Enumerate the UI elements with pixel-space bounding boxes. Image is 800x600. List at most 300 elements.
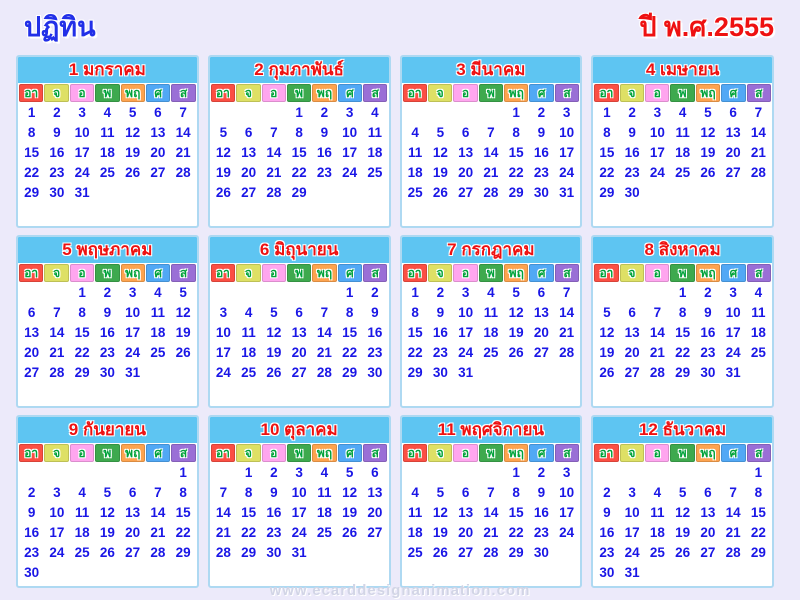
date-cell[interactable]: 24 (74, 165, 90, 180)
date-cell[interactable]: 8 (27, 125, 36, 140)
date-cell[interactable]: 5 (219, 125, 228, 140)
date-cell[interactable]: 12 (215, 145, 231, 160)
date-cell[interactable]: 4 (320, 465, 329, 480)
date-cell[interactable]: 12 (700, 125, 716, 140)
date-cell[interactable]: 2 (270, 465, 278, 480)
date-cell[interactable]: 19 (342, 505, 358, 520)
date-cell[interactable]: 14 (559, 305, 575, 320)
date-cell[interactable]: 26 (266, 365, 282, 380)
date-cell[interactable]: 16 (533, 145, 549, 160)
date-cell[interactable]: 9 (537, 485, 546, 500)
date-cell[interactable]: 14 (750, 125, 766, 140)
date-cell[interactable]: 6 (27, 305, 36, 320)
date-cell[interactable]: 6 (628, 305, 636, 320)
date-cell[interactable]: 4 (154, 285, 162, 300)
date-cell[interactable]: 3 (78, 105, 86, 120)
date-cell[interactable]: 8 (512, 125, 520, 140)
date-cell[interactable]: 9 (436, 305, 445, 320)
date-cell[interactable]: 8 (244, 485, 253, 500)
date-cell[interactable]: 6 (154, 105, 162, 120)
date-cell[interactable]: 5 (603, 305, 611, 320)
date-cell[interactable]: 3 (729, 285, 737, 300)
date-cell[interactable]: 17 (215, 345, 231, 360)
date-cell[interactable]: 3 (345, 105, 354, 120)
date-cell[interactable]: 20 (624, 345, 640, 360)
date-cell[interactable]: 1 (754, 465, 763, 480)
date-cell[interactable]: 19 (175, 325, 191, 340)
date-cell[interactable]: 8 (295, 125, 303, 140)
date-cell[interactable]: 6 (371, 465, 379, 480)
date-cell[interactable]: 17 (74, 145, 90, 160)
date-cell[interactable]: 15 (508, 505, 524, 520)
date-cell[interactable]: 5 (436, 485, 445, 500)
date-cell[interactable]: 11 (317, 485, 332, 500)
date-cell[interactable]: 17 (624, 525, 640, 540)
date-cell[interactable]: 10 (559, 485, 575, 500)
date-cell[interactable]: 21 (559, 325, 575, 340)
date-cell[interactable]: 14 (483, 145, 499, 160)
date-cell[interactable]: 30 (432, 365, 448, 380)
date-cell[interactable]: 28 (649, 365, 665, 380)
date-cell[interactable]: 28 (750, 165, 766, 180)
date-cell[interactable]: 21 (483, 525, 499, 540)
date-cell[interactable]: 16 (432, 325, 448, 340)
date-cell[interactable]: 4 (678, 105, 687, 120)
date-cell[interactable]: 19 (215, 165, 231, 180)
date-cell[interactable]: 18 (407, 525, 423, 540)
date-cell[interactable]: 21 (750, 145, 766, 160)
date-cell[interactable]: 26 (215, 185, 231, 200)
date-cell[interactable]: 6 (461, 485, 470, 500)
date-cell[interactable]: 12 (508, 305, 524, 320)
date-cell[interactable]: 10 (125, 305, 141, 320)
date-cell[interactable]: 6 (128, 485, 137, 500)
date-cell[interactable]: 23 (24, 545, 40, 560)
date-cell[interactable]: 3 (295, 465, 303, 480)
date-cell[interactable]: 30 (367, 365, 383, 380)
date-cell[interactable]: 25 (150, 345, 166, 360)
date-cell[interactable]: 4 (653, 485, 662, 500)
date-cell[interactable]: 20 (725, 145, 741, 160)
date-cell[interactable]: 24 (49, 545, 65, 560)
date-cell[interactable]: 26 (432, 185, 448, 200)
date-cell[interactable]: 24 (342, 165, 358, 180)
date-cell[interactable]: 14 (483, 505, 499, 520)
date-cell[interactable]: 11 (650, 505, 665, 520)
date-cell[interactable]: 18 (316, 505, 332, 520)
date-cell[interactable]: 22 (508, 165, 524, 180)
date-cell[interactable]: 30 (266, 545, 282, 560)
date-cell[interactable]: 22 (175, 525, 191, 540)
date-cell[interactable]: 9 (628, 125, 636, 140)
date-cell[interactable]: 3 (628, 485, 636, 500)
date-cell[interactable]: 2 (704, 285, 712, 300)
date-cell[interactable]: 8 (678, 305, 687, 320)
date-cell[interactable]: 25 (241, 365, 257, 380)
date-cell[interactable]: 25 (675, 165, 691, 180)
date-cell[interactable]: 2 (436, 285, 445, 300)
date-cell[interactable]: 4 (78, 485, 86, 500)
date-cell[interactable]: 10 (342, 125, 358, 140)
date-cell[interactable]: 14 (215, 505, 231, 520)
date-cell[interactable]: 15 (24, 145, 40, 160)
date-cell[interactable]: 30 (533, 185, 549, 200)
date-cell[interactable]: 29 (291, 185, 307, 200)
date-cell[interactable]: 6 (295, 305, 303, 320)
date-cell[interactable]: 7 (729, 485, 737, 500)
date-cell[interactable]: 4 (371, 105, 379, 120)
date-cell[interactable]: 22 (407, 345, 423, 360)
date-cell[interactable]: 16 (316, 145, 332, 160)
date-cell[interactable]: 3 (562, 465, 571, 480)
date-cell[interactable]: 6 (461, 125, 470, 140)
date-cell[interactable]: 23 (316, 165, 332, 180)
date-cell[interactable]: 30 (99, 365, 115, 380)
date-cell[interactable]: 18 (99, 145, 115, 160)
date-cell[interactable]: 25 (316, 525, 332, 540)
date-cell[interactable]: 13 (241, 145, 257, 160)
date-cell[interactable]: 3 (53, 485, 61, 500)
date-cell[interactable]: 2 (537, 465, 546, 480)
date-cell[interactable]: 16 (99, 325, 115, 340)
date-cell[interactable]: 15 (508, 145, 524, 160)
date-cell[interactable]: 11 (241, 325, 256, 340)
date-cell[interactable]: 27 (624, 365, 640, 380)
date-cell[interactable]: 7 (270, 125, 278, 140)
date-cell[interactable]: 18 (750, 325, 766, 340)
date-cell[interactable]: 11 (150, 305, 166, 320)
date-cell[interactable]: 15 (750, 505, 766, 520)
date-cell[interactable]: 27 (241, 185, 257, 200)
date-cell[interactable]: 24 (649, 165, 665, 180)
date-cell[interactable]: 13 (125, 505, 141, 520)
date-cell[interactable]: 28 (49, 365, 65, 380)
date-cell[interactable]: 26 (700, 165, 716, 180)
date-cell[interactable]: 23 (367, 345, 383, 360)
date-cell[interactable]: 7 (562, 285, 571, 300)
date-cell[interactable]: 23 (49, 165, 65, 180)
date-cell[interactable]: 25 (99, 165, 115, 180)
date-cell[interactable]: 29 (241, 545, 257, 560)
date-cell[interactable]: 17 (125, 325, 141, 340)
date-cell[interactable]: 11 (483, 305, 499, 320)
date-cell[interactable]: 3 (461, 285, 470, 300)
date-cell[interactable]: 29 (407, 365, 423, 380)
date-cell[interactable]: 12 (175, 305, 191, 320)
date-cell[interactable]: 20 (125, 525, 141, 540)
date-cell[interactable]: 3 (128, 285, 137, 300)
date-cell[interactable]: 5 (103, 485, 112, 500)
date-cell[interactable]: 2 (27, 485, 36, 500)
date-cell[interactable]: 23 (266, 525, 282, 540)
date-cell[interactable]: 17 (649, 145, 665, 160)
date-cell[interactable]: 7 (487, 125, 495, 140)
date-cell[interactable]: 22 (750, 525, 766, 540)
date-cell[interactable]: 7 (154, 485, 162, 500)
date-cell[interactable]: 27 (150, 165, 166, 180)
date-cell[interactable]: 7 (179, 105, 187, 120)
date-cell[interactable]: 26 (99, 545, 115, 560)
date-cell[interactable]: 28 (175, 165, 191, 180)
date-cell[interactable]: 20 (458, 165, 474, 180)
date-cell[interactable]: 1 (512, 105, 520, 120)
date-cell[interactable]: 1 (345, 285, 354, 300)
date-cell[interactable]: 7 (320, 305, 329, 320)
date-cell[interactable]: 10 (458, 305, 474, 320)
date-cell[interactable]: 4 (411, 485, 419, 500)
date-cell[interactable]: 17 (291, 505, 307, 520)
date-cell[interactable]: 25 (74, 545, 90, 560)
date-cell[interactable]: 21 (649, 345, 665, 360)
date-cell[interactable]: 9 (270, 485, 278, 500)
date-cell[interactable]: 11 (675, 125, 690, 140)
date-cell[interactable]: 12 (266, 325, 282, 340)
date-cell[interactable]: 15 (74, 325, 90, 340)
date-cell[interactable]: 4 (411, 125, 419, 140)
date-cell[interactable]: 23 (432, 345, 448, 360)
date-cell[interactable]: 29 (599, 185, 615, 200)
date-cell[interactable]: 17 (559, 505, 575, 520)
date-cell[interactable]: 27 (367, 525, 383, 540)
date-cell[interactable]: 18 (367, 145, 383, 160)
date-cell[interactable]: 11 (367, 125, 383, 140)
date-cell[interactable]: 23 (533, 525, 549, 540)
date-cell[interactable]: 26 (508, 345, 524, 360)
date-cell[interactable]: 22 (241, 525, 257, 540)
date-cell[interactable]: 23 (599, 545, 615, 560)
date-cell[interactable]: 16 (266, 505, 282, 520)
date-cell[interactable]: 2 (53, 105, 61, 120)
date-cell[interactable]: 26 (342, 525, 358, 540)
date-cell[interactable]: 16 (700, 325, 716, 340)
date-cell[interactable]: 30 (599, 565, 615, 580)
date-cell[interactable]: 14 (649, 325, 665, 340)
date-cell[interactable]: 25 (407, 185, 423, 200)
date-cell[interactable]: 31 (725, 365, 741, 380)
date-cell[interactable]: 17 (725, 325, 741, 340)
date-cell[interactable]: 6 (537, 285, 546, 300)
date-cell[interactable]: 14 (266, 145, 282, 160)
date-cell[interactable]: 29 (175, 545, 191, 560)
date-cell[interactable]: 27 (291, 365, 307, 380)
date-cell[interactable]: 14 (725, 505, 741, 520)
date-cell[interactable]: 27 (458, 545, 474, 560)
date-cell[interactable]: 10 (291, 485, 307, 500)
date-cell[interactable]: 8 (345, 305, 354, 320)
date-cell[interactable]: 7 (653, 305, 662, 320)
date-cell[interactable]: 3 (653, 105, 662, 120)
date-cell[interactable]: 13 (291, 325, 307, 340)
date-cell[interactable]: 13 (533, 305, 549, 320)
date-cell[interactable]: 30 (49, 185, 65, 200)
date-cell[interactable]: 24 (125, 345, 141, 360)
date-cell[interactable]: 28 (559, 345, 575, 360)
date-cell[interactable]: 28 (150, 545, 166, 560)
date-cell[interactable]: 1 (603, 105, 611, 120)
date-cell[interactable]: 20 (458, 525, 474, 540)
date-cell[interactable]: 11 (751, 305, 766, 320)
date-cell[interactable]: 27 (533, 345, 549, 360)
date-cell[interactable]: 18 (74, 525, 90, 540)
date-cell[interactable]: 24 (291, 525, 307, 540)
date-cell[interactable]: 24 (624, 545, 640, 560)
date-cell[interactable]: 18 (407, 165, 423, 180)
date-cell[interactable]: 2 (603, 485, 611, 500)
date-cell[interactable]: 9 (704, 305, 712, 320)
date-cell[interactable]: 17 (342, 145, 358, 160)
date-cell[interactable]: 19 (125, 145, 141, 160)
date-cell[interactable]: 14 (316, 325, 332, 340)
date-cell[interactable]: 5 (436, 125, 445, 140)
date-cell[interactable]: 5 (704, 105, 712, 120)
date-cell[interactable]: 28 (266, 185, 282, 200)
date-cell[interactable]: 18 (150, 325, 166, 340)
date-cell[interactable]: 5 (128, 105, 137, 120)
date-cell[interactable]: 31 (624, 565, 640, 580)
date-cell[interactable]: 4 (754, 285, 763, 300)
date-cell[interactable]: 8 (603, 125, 611, 140)
date-cell[interactable]: 8 (512, 485, 520, 500)
date-cell[interactable]: 16 (49, 145, 65, 160)
date-cell[interactable]: 31 (559, 185, 575, 200)
date-cell[interactable]: 28 (316, 365, 332, 380)
date-cell[interactable]: 18 (649, 525, 665, 540)
date-cell[interactable]: 22 (508, 525, 524, 540)
date-cell[interactable]: 22 (291, 165, 307, 180)
date-cell[interactable]: 31 (125, 365, 141, 380)
date-cell[interactable]: 1 (295, 105, 303, 120)
date-cell[interactable]: 22 (24, 165, 40, 180)
date-cell[interactable]: 7 (219, 485, 228, 500)
date-cell[interactable]: 29 (74, 365, 90, 380)
date-cell[interactable]: 3 (219, 305, 228, 320)
date-cell[interactable]: 5 (678, 485, 687, 500)
date-cell[interactable]: 15 (241, 505, 257, 520)
date-cell[interactable]: 14 (150, 505, 166, 520)
date-cell[interactable]: 15 (342, 325, 358, 340)
date-cell[interactable]: 25 (367, 165, 383, 180)
date-cell[interactable]: 29 (508, 185, 524, 200)
date-cell[interactable]: 25 (483, 345, 499, 360)
date-cell[interactable]: 19 (432, 525, 448, 540)
date-cell[interactable]: 22 (342, 345, 358, 360)
date-cell[interactable]: 10 (74, 125, 90, 140)
date-cell[interactable]: 4 (487, 285, 495, 300)
date-cell[interactable]: 9 (27, 505, 36, 520)
date-cell[interactable]: 12 (432, 505, 448, 520)
date-cell[interactable]: 6 (244, 125, 253, 140)
date-cell[interactable]: 21 (725, 525, 741, 540)
date-cell[interactable]: 3 (562, 105, 571, 120)
date-cell[interactable]: 1 (78, 285, 86, 300)
date-cell[interactable]: 29 (508, 545, 524, 560)
date-cell[interactable]: 6 (704, 485, 712, 500)
date-cell[interactable]: 16 (367, 325, 383, 340)
date-cell[interactable]: 7 (53, 305, 61, 320)
date-cell[interactable]: 13 (725, 125, 741, 140)
date-cell[interactable]: 30 (24, 565, 40, 580)
date-cell[interactable]: 13 (24, 325, 40, 340)
date-cell[interactable]: 5 (345, 465, 354, 480)
date-cell[interactable]: 11 (407, 505, 423, 520)
date-cell[interactable]: 24 (559, 165, 575, 180)
date-cell[interactable]: 7 (487, 485, 495, 500)
date-cell[interactable]: 23 (624, 165, 640, 180)
date-cell[interactable]: 19 (700, 145, 716, 160)
date-cell[interactable]: 19 (99, 525, 115, 540)
date-cell[interactable]: 21 (150, 525, 166, 540)
date-cell[interactable]: 22 (74, 345, 90, 360)
date-cell[interactable]: 19 (508, 325, 524, 340)
date-cell[interactable]: 10 (624, 505, 640, 520)
date-cell[interactable]: 25 (649, 545, 665, 560)
date-cell[interactable]: 15 (175, 505, 191, 520)
date-cell[interactable]: 19 (432, 165, 448, 180)
date-cell[interactable]: 19 (675, 525, 691, 540)
date-cell[interactable]: 28 (483, 185, 499, 200)
date-cell[interactable]: 9 (537, 125, 546, 140)
date-cell[interactable]: 16 (624, 145, 640, 160)
date-cell[interactable]: 16 (24, 525, 40, 540)
date-cell[interactable]: 17 (559, 145, 575, 160)
date-cell[interactable]: 5 (270, 305, 278, 320)
date-cell[interactable]: 18 (483, 325, 499, 340)
date-cell[interactable]: 20 (241, 165, 257, 180)
date-cell[interactable]: 2 (103, 285, 112, 300)
date-cell[interactable]: 9 (320, 125, 329, 140)
date-cell[interactable]: 2 (320, 105, 329, 120)
date-cell[interactable]: 12 (675, 505, 691, 520)
date-cell[interactable]: 15 (407, 325, 423, 340)
date-cell[interactable]: 1 (512, 465, 520, 480)
date-cell[interactable]: 1 (179, 465, 187, 480)
date-cell[interactable]: 20 (150, 145, 166, 160)
date-cell[interactable]: 24 (559, 525, 575, 540)
date-cell[interactable]: 11 (74, 505, 90, 520)
date-cell[interactable]: 23 (700, 345, 716, 360)
date-cell[interactable]: 20 (700, 525, 716, 540)
date-cell[interactable]: 29 (675, 365, 691, 380)
date-cell[interactable]: 14 (49, 325, 65, 340)
date-cell[interactable]: 5 (512, 285, 520, 300)
date-cell[interactable]: 23 (99, 345, 115, 360)
date-cell[interactable]: 22 (675, 345, 691, 360)
date-cell[interactable]: 30 (624, 185, 640, 200)
date-cell[interactable]: 5 (179, 285, 187, 300)
date-cell[interactable]: 13 (700, 505, 716, 520)
date-cell[interactable]: 12 (599, 325, 615, 340)
date-cell[interactable]: 4 (244, 305, 253, 320)
date-cell[interactable]: 20 (24, 345, 40, 360)
date-cell[interactable]: 8 (754, 485, 763, 500)
date-cell[interactable]: 13 (150, 125, 166, 140)
date-cell[interactable]: 1 (411, 285, 419, 300)
date-cell[interactable]: 1 (27, 105, 36, 120)
date-cell[interactable]: 28 (215, 545, 231, 560)
date-cell[interactable]: 1 (678, 285, 687, 300)
date-cell[interactable]: 2 (628, 105, 636, 120)
date-cell[interactable]: 4 (103, 105, 112, 120)
date-cell[interactable]: 19 (599, 345, 615, 360)
date-cell[interactable]: 20 (291, 345, 307, 360)
date-cell[interactable]: 9 (371, 305, 379, 320)
date-cell[interactable]: 31 (458, 365, 474, 380)
date-cell[interactable]: 12 (125, 125, 141, 140)
date-cell[interactable]: 26 (432, 545, 448, 560)
date-cell[interactable]: 26 (599, 365, 615, 380)
date-cell[interactable]: 10 (559, 125, 575, 140)
date-cell[interactable]: 27 (24, 365, 40, 380)
